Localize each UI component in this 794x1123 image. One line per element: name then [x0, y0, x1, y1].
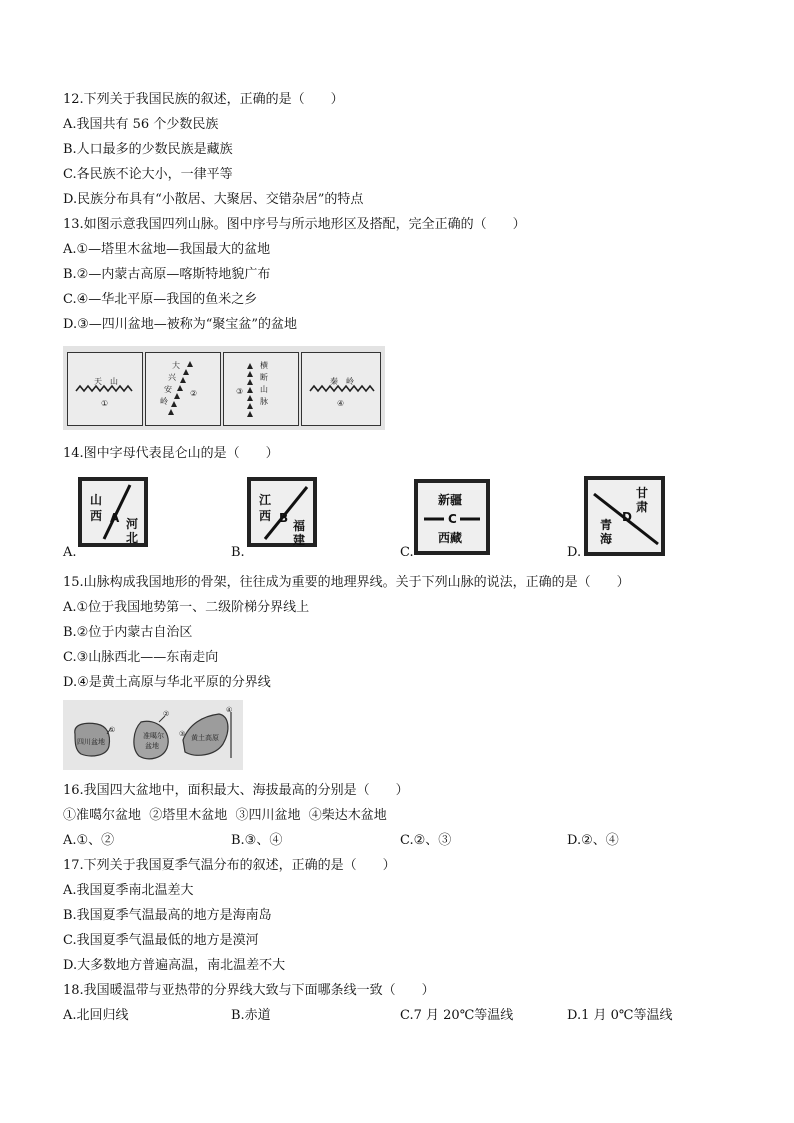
opt-d-east-2: 肃 [636, 500, 649, 514]
q18-stem: 18.我国暖温带与亚热带的分界线大致与下面哪条线一致（ ） [63, 983, 435, 998]
q17-stem: 17.下列关于我国夏季气温分布的叙述，正确的是（ ） [63, 858, 396, 873]
opt-a-letter: A [110, 511, 120, 525]
opt-a-west-2: 西 [90, 509, 103, 523]
opt-d-west-2: 海 [600, 532, 613, 546]
opt-a-east-1: 河 [126, 517, 139, 531]
q12-option-d: D.民族分布具有“小散居、大聚居、交错杂居”的特点 [63, 192, 364, 207]
marker-2: ② [163, 710, 170, 718]
q16-option-d: D.②、④ [567, 833, 619, 848]
q14-option-a-label[interactable]: A. [63, 545, 77, 560]
q16-basin-list: ①准噶尔盆地 ②塔里木盆地 ③四川盆地 ④柴达木盆地 [63, 808, 387, 823]
q14-option-d-map[interactable] [584, 476, 665, 556]
q14-option-c-label[interactable]: C. [400, 545, 414, 560]
tianshan-ridge-icon [68, 353, 142, 425]
marker-3: ③ [179, 730, 186, 738]
q13-option-a: A.①—塔里木盆地—我国最大的盆地 [63, 242, 271, 257]
hengduan-char-1: 横 [260, 361, 268, 370]
hengduan-char-3: 山 [260, 385, 268, 394]
q15-option-c: C.③山脉西北——东南走向 [63, 650, 219, 665]
q15-basin-figure [63, 700, 243, 770]
q15-option-d: D.④是黄土高原与华北平原的分界线 [63, 675, 271, 690]
hengduan-char-2: 断 [260, 373, 268, 382]
q16-stem: 16.我国四大盆地中，面积最大、海拔最高的分别是（ ） [63, 783, 409, 798]
daxinganling-ridge-icon [146, 353, 220, 425]
opt-c-south: 西藏 [438, 531, 463, 545]
opt-b-letter: B [279, 511, 289, 525]
opt-b-east-1: 福 [293, 519, 306, 533]
q12-option-c: C.各民族不论大小，一律平等 [63, 167, 233, 182]
qinling-ridge-icon [302, 353, 380, 425]
marker-4: ④ [226, 706, 233, 714]
marker-1: ① [109, 726, 116, 734]
tianshan-number: ① [101, 399, 109, 408]
opt-b-west-2: 西 [259, 509, 272, 523]
qinling-number: ④ [337, 399, 345, 408]
opt-d-west-1: 青 [600, 518, 613, 532]
panel-daxinganling [145, 352, 221, 426]
hengduan-char-4: 脉 [260, 397, 268, 406]
hengduan-number: ③ [236, 387, 244, 396]
q15-option-b: B.②位于内蒙古自治区 [63, 625, 193, 640]
opt-a-east-2: 北 [126, 531, 139, 545]
q16-option-a: A.①、② [63, 833, 115, 848]
opt-b-east-2: 建 [293, 533, 306, 547]
q18-option-d: D.1 月 0℃等温线 [567, 1008, 673, 1023]
q14-option-a-map[interactable] [78, 477, 148, 547]
q18-option-a: A.北回归线 [63, 1008, 129, 1023]
q16-option-b: B.③、④ [231, 833, 283, 848]
q14-option-b-label[interactable]: B. [231, 545, 245, 560]
opt-b-west-1: 江 [259, 493, 272, 507]
daxinganling-char-3: 安 [164, 385, 172, 394]
opt-d-east-1: 甘 [636, 486, 649, 500]
tianshan-label: 天 山 [94, 377, 118, 386]
q14-stem: 14.图中字母代表昆仑山的是（ ） [63, 446, 279, 461]
loess-plateau-label: 黄土高原 [191, 734, 219, 742]
sichuan-basin-label: 四川盆地 [77, 738, 105, 746]
q12-option-b: B.人口最多的少数民族是藏族 [63, 142, 233, 157]
q13-stem: 13.如图示意我国四列山脉。图中序号与所示地形区及搭配，完全正确的（ ） [63, 217, 526, 232]
opt-c-north: 新疆 [438, 493, 463, 507]
q13-mountain-figure [63, 346, 385, 430]
daxinganling-char-1: 大 [172, 361, 180, 370]
panel-qinling [301, 352, 381, 426]
q17-option-c: C.我国夏季气温最低的地方是漠河 [63, 933, 259, 948]
q14-option-b-map[interactable] [247, 477, 317, 547]
q13-option-c: C.④—华北平原—我国的鱼米之乡 [63, 292, 258, 307]
panel-hengduan [223, 352, 299, 426]
daxinganling-number: ② [190, 389, 198, 398]
q13-option-d: D.③—四川盆地—被称为“聚宝盆”的盆地 [63, 317, 298, 332]
q18-option-b: B.赤道 [231, 1008, 271, 1023]
qinling-label: 秦 岭 [330, 377, 354, 386]
q14-option-c-map[interactable] [414, 479, 490, 555]
q15-option-a: A.①位于我国地势第一、二级阶梯分界线上 [63, 600, 310, 615]
q17-option-b: B.我国夏季气温最高的地方是海南岛 [63, 908, 272, 923]
q14-option-d-label[interactable]: D. [567, 545, 582, 560]
daxinganling-char-2: 兴 [168, 373, 176, 382]
q18-option-c: C.7 月 20℃等温线 [400, 1008, 514, 1023]
q17-option-a: A.我国夏季南北温差大 [63, 883, 194, 898]
q12-option-a: A.我国共有 56 个少数民族 [63, 117, 219, 132]
opt-a-west-1: 山 [90, 493, 103, 507]
opt-c-letter: C [448, 512, 457, 526]
q13-option-b: B.②—内蒙古高原—喀斯特地貌广布 [63, 267, 271, 282]
opt-d-letter: D [622, 510, 632, 524]
q12-stem: 12.下列关于我国民族的叙述，正确的是（ ） [63, 92, 344, 107]
q16-option-c: C.②、③ [400, 833, 452, 848]
junggar-label-1: 准噶尔 [143, 732, 164, 740]
q15-stem: 15.山脉构成我国地形的骨架，往往成为重要的地理界线。关于下列山脉的说法，正确的是（ ） [63, 575, 630, 590]
junggar-label-2: 盆地 [145, 742, 159, 750]
panel-tianshan [67, 352, 143, 426]
daxinganling-char-4: 岭 [160, 397, 168, 406]
q17-option-d: D.大多数地方普遍高温，南北温差不大 [63, 958, 286, 973]
